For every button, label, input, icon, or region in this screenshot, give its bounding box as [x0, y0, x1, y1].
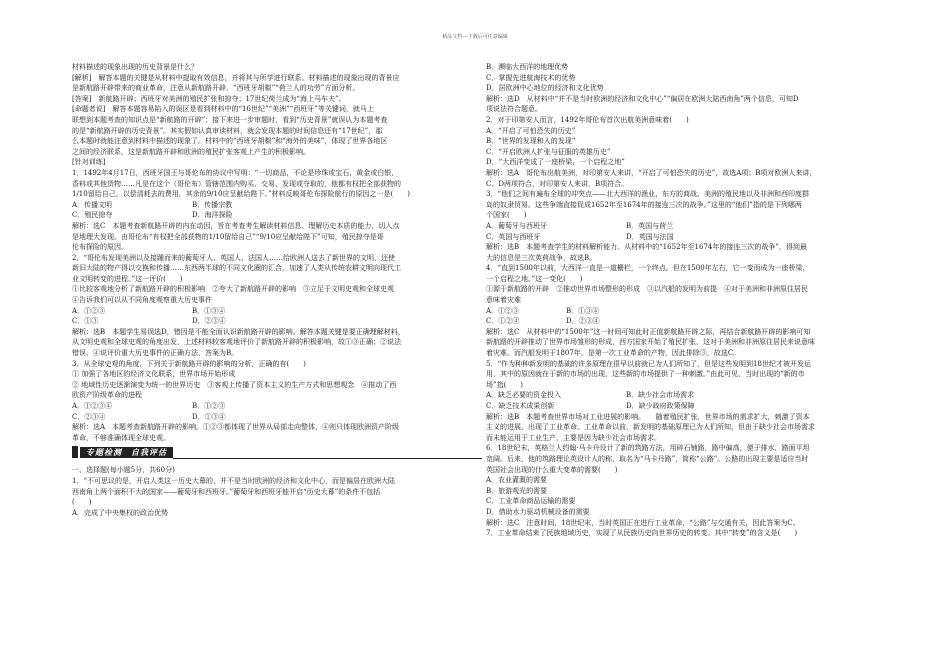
text-line: 用，其中的原因就在于新的市场的出现，这些新的市场提供了一种刺激。”由此可见，当时出现的“新的市 — [486, 370, 805, 379]
answer-option: B．缺少社会市场需求 — [626, 391, 695, 400]
answer-option: C．殖民掠夺 — [72, 211, 113, 220]
option-row — [486, 221, 890, 232]
answer-option: D．海洋探险 — [192, 211, 233, 220]
text-line: 着灾难。而汽船发明于1807年，是第一次工业革命的产物，因此排除③，故选C。 — [486, 349, 741, 358]
answer-option: B．①③④ — [566, 306, 600, 315]
text-line: 是地理大发现。由哥伦布“有权把全部获物的1/10留给自己”“9/10应呈献给陛下”可知，殖民掠夺是哥 — [72, 232, 384, 241]
text-line: ①比较客观地分析了新航路开辟的积极影响 ②夸大了新航路开辟的影响 ③立足于文明史观和全球史观 — [72, 285, 394, 294]
option-row — [486, 401, 890, 412]
banner-title: 专题检测 自我评估 — [80, 447, 173, 458]
text-line: 2．对于印第安人而言，1492年哥伦布首次出航美洲意味着( ) — [486, 115, 689, 124]
text-line: 解析：选D 从材料中“并不是当时欧洲的经济和文化中心”“偏居在欧洲大陆西南角”两个信息，可知D — [486, 94, 799, 103]
answer-option: A．①②③ — [486, 306, 520, 315]
answer-option: C．缺乏技术成果创新 — [486, 402, 555, 410]
text-line: 一个启程之地。”这一变化( ) — [486, 274, 583, 283]
option-row — [72, 401, 482, 412]
text-line: 解析：选B 本题学生易误选D，错因是不能全面认识新航路开辟的影响。解答本题关键是要正确理解材料， — [72, 327, 405, 336]
text-line: 岛的奴隶贸易。这些争端直接促成1652年至1674年的接连三次的战争。”这里的“他们”指的是下列哪两 — [486, 200, 802, 209]
answer-option: D．②③④ — [192, 317, 226, 326]
answer-option: B．传播宗教 — [192, 200, 233, 209]
answer-option: D．①③④ — [192, 412, 226, 421]
text-line: 联想到本题考查的知识点是“新航路的开辟”；接下来进一步审题时，看到“历史背景”就误认为本题考查 — [72, 115, 388, 124]
text-line: A．农业灌溉的需要 — [486, 476, 548, 485]
text-line: [针对训练] — [72, 158, 106, 167]
text-line: 6．18世纪末，英格兰人约翰·马卡丹设计了新的筑路方法，用碎石铺路，路中偏高，便于排水，路面平坦 — [486, 444, 810, 453]
text-line: ② 地域性历史逐渐演变为统一的世界历史 ③客观上传播了资本主义的生产方式和思想观念 ④推动了西 — [72, 380, 397, 389]
text-line: 1/10留给自己，以偿清耗去的费用，其余的9/10应呈献给陛下。”材料反映哥伦布探险航行的原因之一是( ) — [72, 190, 410, 199]
text-line: 解析：选C 从材料中的“1500年”这一时间可知此时正值新航路开辟之际，再结合新航路开辟的影响可知 — [486, 327, 811, 336]
text-line: 4．“直到1500年以前，大西洋一直是一道栅栏，一个终点。但在1500年左右，它一变而成为一座桥梁， — [486, 264, 810, 273]
text-line: [命题者说] 解答本题容易陷入的误区是看到材料中的“16世纪”“美洲”“西班牙”等关键词，就马上 — [72, 105, 374, 114]
text-line: 是新航路开辟带来的商业革命，注意从新航路开辟，“西班牙胡椒”“荷兰人的功劳”方面分析。 — [72, 84, 360, 93]
text-line: 错误，④说评价重大历史事件的正确方法，答案为B。 — [72, 349, 239, 358]
text-line: A．完成了中央集权的政治优势 — [72, 508, 169, 517]
text-line: 7．工业革命结束了民族地域历史，实现了从民族历史向世界历史的转变。其中“转变”的含义是( ) — [486, 529, 798, 538]
text-line: 大的信息是三次英荷战争，故选B。 — [486, 253, 597, 262]
text-line: ① 加强了各地区的经济文化联系，世界市场开始形成 — [72, 370, 236, 379]
answer-option: B．①②③ — [192, 402, 226, 410]
option-row — [72, 306, 482, 317]
text-line: C．工业革命商品运输的需要 — [486, 497, 576, 506]
answer-option: D．②③④ — [566, 317, 600, 326]
text-line: 3．从全球史观的角度，下列关于新航路开辟的影响的分析，正确的有( ) — [72, 359, 306, 368]
text-line: [答案] 新航路开辟；西班牙对美洲的殖民扩张和掠夺；17世纪荷兰成为“海上马车夫”。 — [72, 94, 346, 103]
text-line: B．旅游观光的需要 — [486, 486, 548, 495]
text-line: 从文明史观和全球史观的角度出发，上述材料较客观地评价了新航路开辟的积极影响，故①③正确；②说法 — [72, 338, 401, 347]
banner-mark — [72, 446, 78, 458]
text-line: 新旧大陆的物产得以交换和传播……东西两半球的不同文化圈的汇合，加速了人类从传统农耕文明向现代工 — [72, 264, 401, 273]
text-line: 一、选择题(每小题5分，共60分) — [72, 466, 175, 475]
section-banner — [72, 445, 482, 459]
text-line: D．借助水力驱动机械设备的需要 — [486, 507, 590, 516]
text-line: 新航路的开辟推动了世界市场雏形的形成，西方国家开始了殖民扩张，这对于美洲和非洲原住居民来说意味 — [486, 338, 815, 347]
banner-rule — [173, 446, 482, 459]
text-line: 革命，不够准确体现全球史观。 — [72, 433, 170, 442]
answer-option: A．①②③ — [72, 306, 106, 315]
option-row — [72, 210, 482, 221]
option-row — [486, 306, 890, 317]
answer-option: A．①②③④ — [72, 402, 113, 410]
text-line: 解析：选C 本题考查新航路开辟的内在动因，旨在考查考生解读材料信息、理解历史本质的能力，切入点 — [72, 221, 400, 230]
text-line: D．“大西洋变成了一座桥梁，一个启程之地” — [486, 158, 625, 167]
answer-option: C．①②④ — [486, 317, 520, 326]
text-line: 材料描述的现象出现的历史背景是什么？ — [72, 63, 198, 71]
text-line: A．“开启了可怕恐失的历史” — [486, 126, 576, 135]
text-line: 之间的经济联系，这是新航路开辟和欧洲的殖民扩张客观上产生的积极影响。 — [72, 147, 310, 156]
answer-option: C．英国与西班牙 — [486, 232, 541, 241]
answer-option: D．缺少政府政策保障 — [626, 402, 695, 410]
text-line: 场”指( ) — [486, 380, 524, 389]
text-line: C、D两项符合，对印第安人来讲，B项符合。 — [486, 179, 629, 188]
text-line: 主义的进展，出现了工业革命。工业革命以前，新发明的基础原理已为人们所知，但由于缺少社会市场需求 — [486, 423, 815, 432]
answer-option: D．英国与法国 — [626, 232, 674, 241]
text-line: 解析：选C 注意时间，18世纪末，当时英国正在进行工业革命，“公路”与交通有关，因此答案为C。 — [486, 518, 800, 527]
option-row — [486, 390, 890, 401]
page-header: 精品文档---下载后可任意编辑 — [442, 34, 508, 40]
option-row — [486, 316, 890, 327]
text-line: 3．“他们之间有遍布全球的冲突点——北大西洋的渔业、东方的商战、美洲的殖民地以及非洲和西印度群 — [486, 190, 810, 199]
answer-option: A．缺乏必要的资金投入 — [486, 391, 562, 400]
text-line: ④告诉我们可以从不同角度观察重大历史事件 — [72, 296, 212, 305]
text-line: 香料或其他货物……凡是在这个（哥伦布）管辖范围内购买、交易、发现或夺取的，他都有权把全部获物的 — [72, 179, 401, 188]
text-line: 项说法符合题意。 — [486, 105, 542, 114]
answer-option: A．传播文明 — [72, 200, 113, 209]
text-line: 2．“哥伦布发现美洲以及接踵而来的葡萄牙人、英国人、法国人……给欧洲人送去了新世界的文明，还使 — [72, 253, 396, 262]
option-row — [72, 316, 482, 327]
text-line: 的是“新航路开辟的历史背景”。其实假如认真审读材料，就会发现本题的时间信息还有“17世纪”，那 — [72, 126, 383, 135]
answer-option: C．②③④ — [72, 412, 106, 421]
text-line: 么本题时就能注意到材料中描述的现象了。材料中的“西班牙胡椒”和“海外的美味”，体现了世界各地区 — [72, 137, 388, 146]
text-line: D．居欧洲中心地位的经济和文化优势 — [486, 84, 604, 93]
text-line: B．“世界的发现和人的发现” — [486, 137, 576, 146]
left-column — [72, 62, 482, 518]
text-line: 西南角上两个面积不大的国家——葡萄牙和西班牙。”葡萄牙和西班牙能开启“历史大幕”的条件不包括 — [72, 487, 381, 496]
option-row — [72, 200, 482, 211]
text-line: 伦布探险的原因。 — [72, 243, 128, 252]
answer-option: B．①③④ — [192, 306, 226, 315]
text-line: 解析：选A 本题考查新航路开辟的影响。①②③都体现了世界从局部走向整体，④则只体现欧洲资产阶级 — [72, 423, 400, 432]
text-line: 解析：选B 本题考查世界市场对工业进展的影响。 随着殖民扩张，世界市场的需求扩大，刺激了资本 — [486, 412, 810, 421]
text-line: 而未能运用于工业生产，主要是因为缺少社会市场需求。 — [486, 433, 661, 442]
text-line: 解析：选A 哥伦布出航美洲，对印第安人来讲，“开启了可怕恐失的历史”，故选A项；B项对欧洲人来讲， — [486, 168, 817, 177]
text-line: C．掌握先进航海技术的优势 — [486, 73, 576, 82]
text-line: ①源于新航路的开辟 ②推动世界市场整形的形成 ③以汽船的发明为前提 ④对于美洲和非洲原住居民 — [486, 285, 808, 294]
text-line: B．濒临大西洋的地理优势 — [486, 63, 569, 71]
text-line: 意味着灾难 — [486, 296, 521, 305]
answer-option: B．英国与荷兰 — [626, 221, 674, 230]
text-line: 1．1492年4月17日，西班牙国王与哥伦布的协议中写明：“一切商品，不论是珍珠或宝石，黄金或白银， — [72, 168, 399, 177]
option-row — [72, 412, 482, 423]
text-line: 英国社会出现的什么重大变革的需要( ) — [486, 465, 618, 474]
text-line: 解析：选B 本题考查学生的材料解析能力。从材料中的“1652年至1674年的接连三次的战争”，得到最 — [486, 243, 807, 252]
text-line: 个国家( ) — [486, 211, 527, 220]
text-line: 宽阔。后来，他的筑路理论英设计人的称，取名为“马卡丹路”，简称“公路”。公路的出现主要是适应当时 — [486, 454, 809, 463]
text-line: 5．“作为种种新发明的基础的许多原理在很早以前就已为人们所知了，但是这些发明到18世纪才被开发运 — [486, 359, 811, 368]
text-line: ( ) — [72, 498, 92, 507]
text-line: [解析] 解答本题的关键是从材料中提取有效信息，并将其与所学进行联系。材料描述的现象出现的背景应 — [72, 73, 400, 82]
answer-option: A．葡萄牙与西班牙 — [486, 221, 548, 230]
option-row — [486, 232, 890, 243]
right-column — [486, 62, 890, 539]
text-line: 业文明转变的进程。”这一评价( ) — [72, 274, 183, 283]
text-line: C．“开启欧洲人扩张与征服的英雄历史” — [486, 147, 611, 156]
answer-option: C．①③ — [72, 317, 99, 326]
text-line: 欧资产阶级革命的进程 — [72, 391, 142, 400]
text-line: 1．“不可思议的是，开启人类这一历史大幕的，并不是当时欧洲的经济和文化中心，而是偏居在欧洲大陆 — [72, 476, 396, 485]
